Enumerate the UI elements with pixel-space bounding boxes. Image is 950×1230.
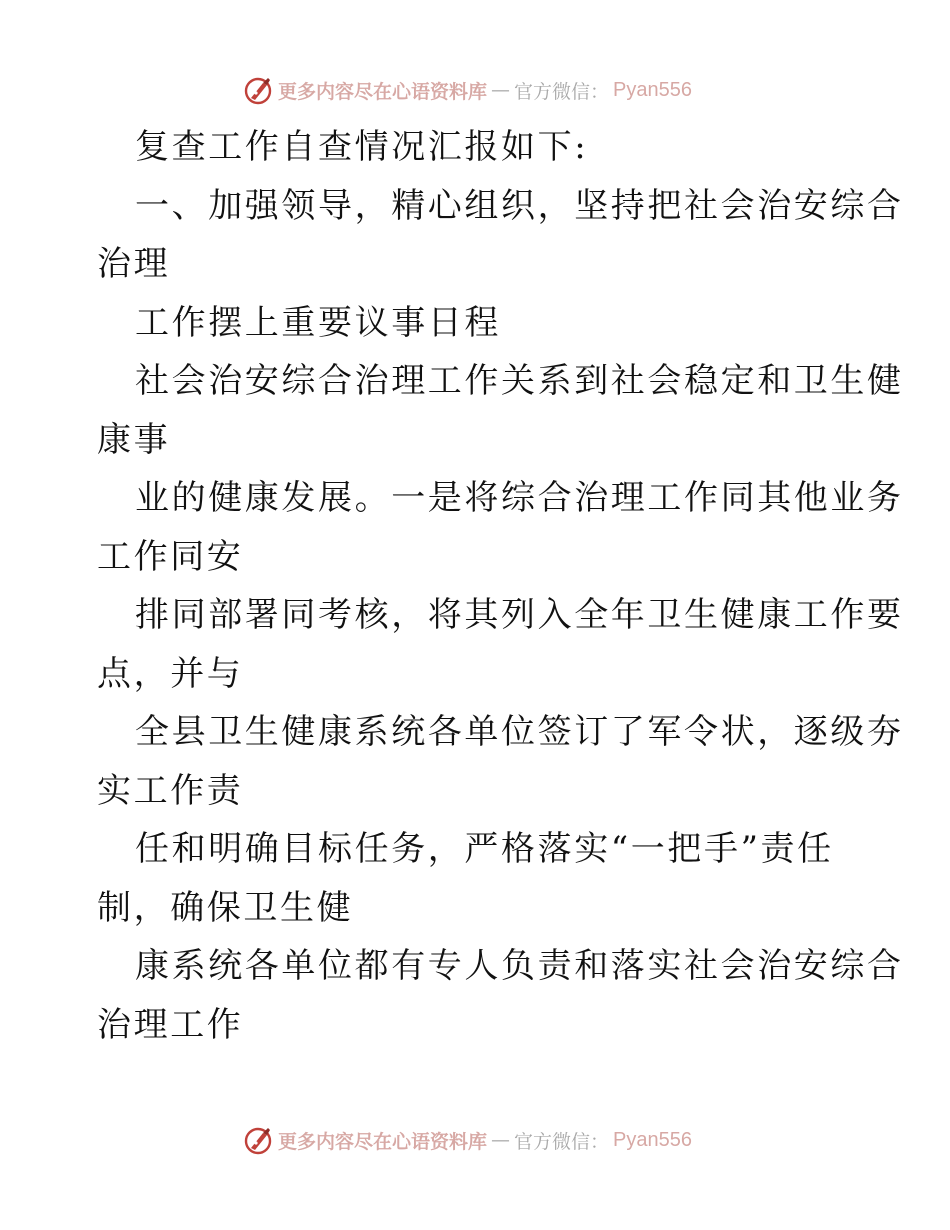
body-line: 实工作责 [97,770,244,811]
body-line: 康系统各单位都有专人负责和落实社会治安综合 [135,946,904,986]
body-line: 全县卫生健康系统各单位签订了军令状，逐级夯 [135,712,904,752]
banner-dash: — [491,1129,511,1151]
body-line: 任和明确目标任务，严格落实“一把手”责任 [135,829,834,869]
banner-site-text: 更多内容尽在心语资料库 [278,80,488,103]
body-line: 社会治安综合治理工作关系到社会稳定和卫生健 [135,361,904,401]
body-line: 点，并与 [97,653,244,694]
body-line: 排同部署同考核，将其列入全年卫生健康工作要 [135,595,904,635]
header-banner [0,72,950,108]
body-line: 康事 [97,419,171,460]
document-body [97,118,904,1054]
banner-wechat-id: Pyan556 [613,1128,692,1151]
footer-banner-content [242,1124,692,1156]
body-line: 一、加强领导，精心组织，坚持把社会治安综合 [135,185,904,226]
body-line: 治理工作 [97,1004,244,1045]
pen-logo-icon [242,74,274,106]
banner-wechat-id: Pyan556 [613,78,692,101]
body-line: 工作同安 [97,536,244,577]
banner-dash: — [491,79,511,101]
body-line: 治理 [97,244,171,284]
pen-logo-icon [242,1124,274,1156]
body-line: 复查工作自查情况汇报如下: [135,127,589,167]
banner-wechat-label: 官方微信： [514,1130,610,1153]
banner-site-text: 更多内容尽在心语资料库 [278,1130,488,1153]
banner-wechat-label: 官方微信： [514,80,610,103]
body-line: 业的健康发展。一是将综合治理工作同其他业务 [135,478,904,518]
header-banner-content [242,74,692,106]
footer-banner [0,1122,950,1158]
body-line: 工作摆上重要议事日程 [135,302,501,343]
body-line: 制，确保卫生健 [97,887,354,928]
